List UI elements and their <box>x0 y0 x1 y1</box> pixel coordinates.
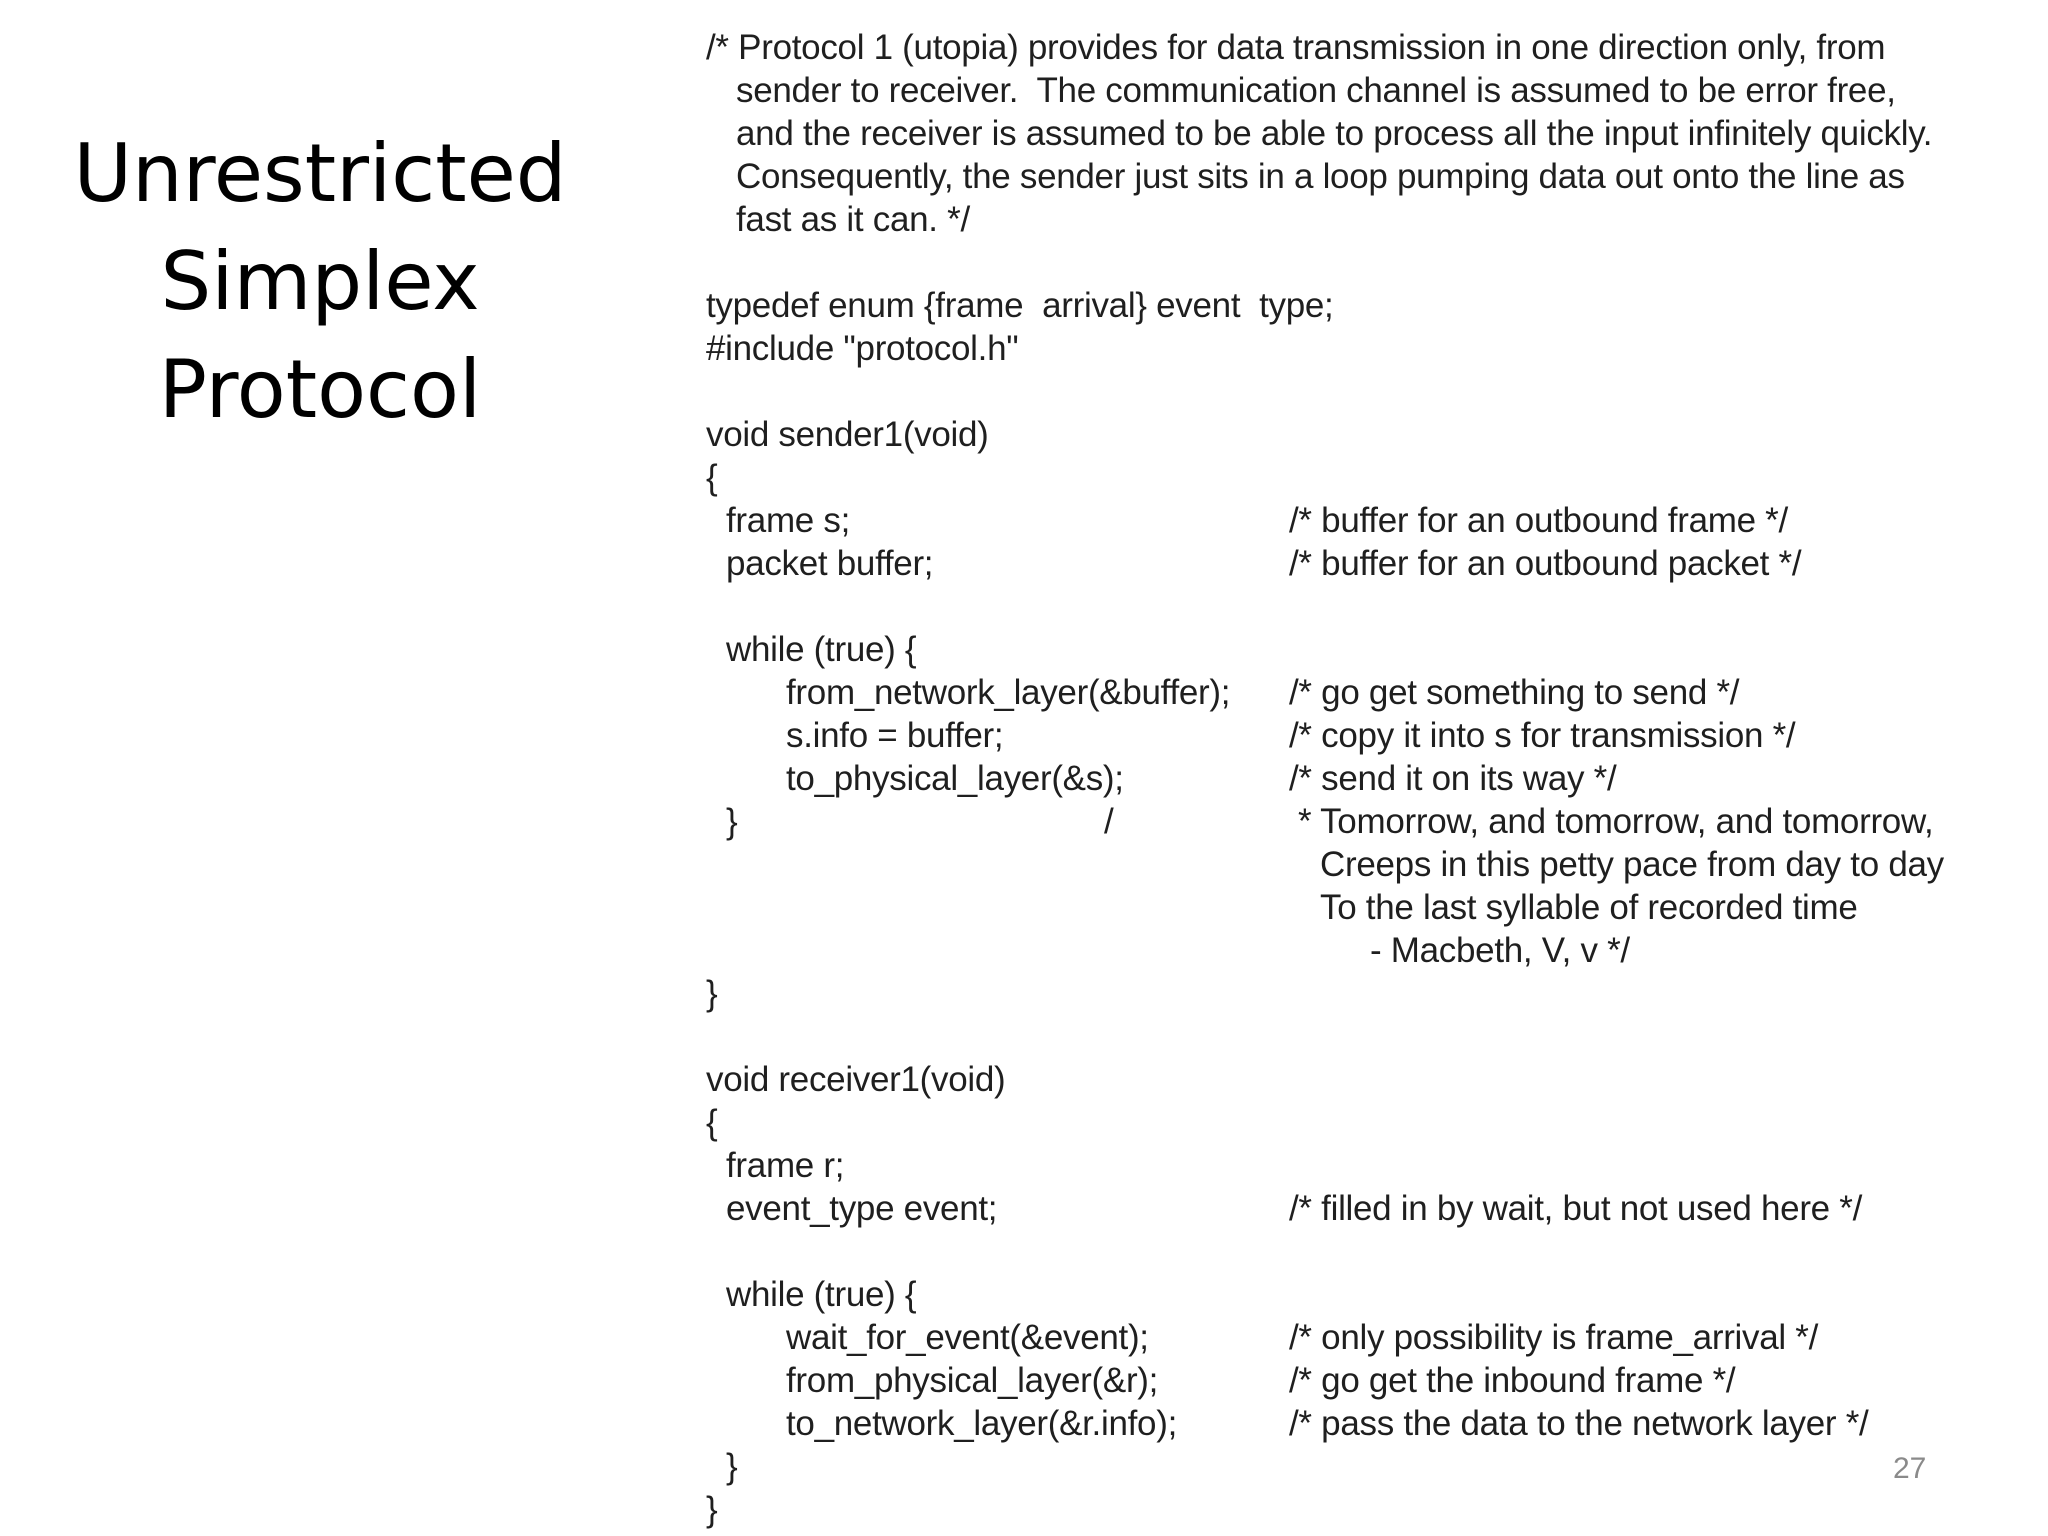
receiver-close-brace: } <box>706 1490 718 1529</box>
header-comment-line-2: sender to receiver. The communication channel is assumed to be error free, <box>736 71 1896 110</box>
receiver-stmt-from-physical-comment: /* go get the inbound frame */ <box>1289 1361 1736 1400</box>
header-comment-line-3: and the receiver is assumed to be able to process all the input infinitely quickly. <box>736 114 1933 153</box>
receiver-while-close: } <box>726 1447 738 1486</box>
macbeth-quote-line-1: * Tomorrow, and tomorrow, and tomorrow, <box>1298 802 1934 841</box>
slide-title <box>40 120 600 444</box>
macbeth-quote-line-4: - Macbeth, V, v */ <box>1370 931 1630 970</box>
sender-stmt-copy-comment: /* copy it into s for transmission */ <box>1289 716 1796 755</box>
title-line-1: Unrestricted <box>73 127 567 220</box>
sender-close-brace: } <box>706 974 718 1013</box>
title-line-2: Simplex <box>160 235 480 328</box>
include-line: #include "protocol.h" <box>706 329 1019 368</box>
sender-stmt-copy: s.info = buffer; <box>786 716 1004 755</box>
macbeth-quote-line-3: To the last syllable of recorded time <box>1320 888 1858 927</box>
receiver-decl-frame: frame r; <box>726 1146 845 1185</box>
sender-stmt-to-physical: to_physical_layer(&s); <box>786 759 1124 798</box>
sender-stmt-from-network: from_network_layer(&buffer); <box>786 673 1231 712</box>
receiver-stmt-from-physical: from_physical_layer(&r); <box>786 1361 1159 1400</box>
sender-open-brace: { <box>706 458 718 497</box>
sender-stmt-from-network-comment: /* go get something to send */ <box>1289 673 1740 712</box>
receiver-open-brace: { <box>706 1103 718 1142</box>
sender-stmt-to-physical-comment: /* send it on its way */ <box>1289 759 1617 798</box>
sender-decl-frame-comment: /* buffer for an outbound frame */ <box>1289 501 1788 540</box>
sender-decl-frame: frame s; <box>726 501 851 540</box>
receiver-stmt-wait-comment: /* only possibility is frame_arrival */ <box>1289 1318 1819 1357</box>
receiver-stmt-to-network-comment: /* pass the data to the network layer */ <box>1289 1404 1869 1443</box>
sender-decl-buffer-comment: /* buffer for an outbound packet */ <box>1289 544 1802 583</box>
receiver-decl-event: event_type event; <box>726 1189 998 1228</box>
sender-stray-slash: / <box>1104 802 1114 841</box>
sender-while-close: } <box>726 802 738 841</box>
macbeth-quote-line-2: Creeps in this petty pace from day to day <box>1320 845 1944 884</box>
receiver-signature: void receiver1(void) <box>706 1060 1006 1099</box>
sender-decl-buffer: packet buffer; <box>726 544 934 583</box>
header-comment-line-5: fast as it can. */ <box>736 200 970 239</box>
receiver-decl-event-comment: /* filled in by wait, but not used here */ <box>1289 1189 1863 1228</box>
typedef-line: typedef enum {frame arrival} event type; <box>706 286 1334 325</box>
header-comment-line-1: /* Protocol 1 (utopia) provides for data transmission in one direction only, from <box>706 28 1886 67</box>
sender-signature: void sender1(void) <box>706 415 989 454</box>
page-number: 27 <box>1893 1452 1927 1485</box>
receiver-stmt-to-network: to_network_layer(&r.info); <box>786 1404 1177 1443</box>
receiver-stmt-wait: wait_for_event(&event); <box>786 1318 1149 1357</box>
receiver-while: while (true) { <box>726 1275 917 1314</box>
title-line-3: Protocol <box>158 343 482 436</box>
sender-while: while (true) { <box>726 630 917 669</box>
header-comment-line-4: Consequently, the sender just sits in a loop pumping data out onto the line as <box>736 157 1905 196</box>
